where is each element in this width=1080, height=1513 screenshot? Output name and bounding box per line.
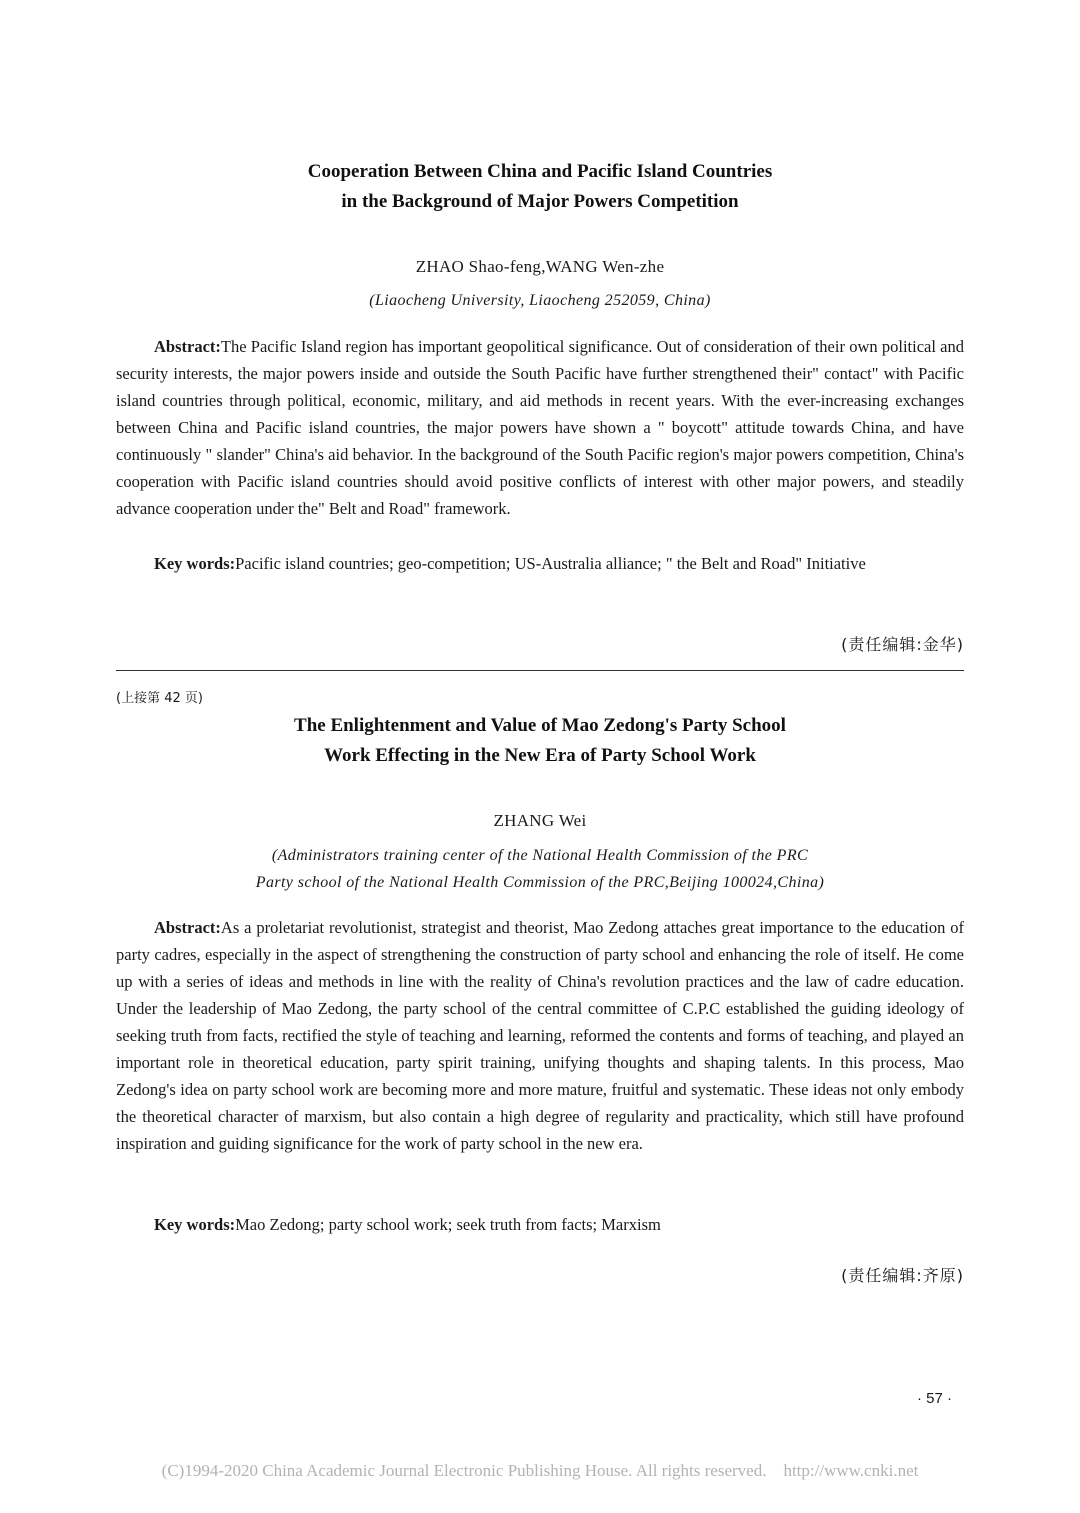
article1-authors: ZHAO Shao-feng,WANG Wen-zhe bbox=[415, 257, 665, 276]
article2-title bbox=[0, 711, 1080, 771]
continued-from-note: (上接第 42 页) bbox=[116, 691, 203, 706]
article1-keywords bbox=[116, 550, 964, 577]
article1-abstract-text: The Pacific Island region has important geopolitical significance. Out of consideration of their own political and security interests, the major powers inside and outside the South Pacific have further strengthened their" contact" with Pacific island countries through political, economic, military, and aid methods in recent years. With the ever-increasing exchanges between China and Pacific island countries, the major powers have shown a " boycott" attitude towards China, and have continuously " slander" China's aid behavior. In the background of the South Pacific region's major powers competition, China's cooperation with Pacific island countries should avoid positive conflicts of interest with other major powers, and steadily advance cooperation under the" Belt and Road" framework. bbox=[116, 337, 964, 518]
article1-affiliation: (Liaocheng University, Liaocheng 252059, China) bbox=[369, 292, 711, 309]
page-number: · 57 · bbox=[916, 1390, 952, 1407]
article1-title-line1: Cooperation Between China and Pacific Island Countries bbox=[307, 161, 773, 182]
article2-keywords-label: Key words: bbox=[154, 1215, 236, 1234]
article2-keywords-text: Mao Zedong; party school work; seek truth from facts; Marxism bbox=[235, 1215, 661, 1234]
article2-abstract-text: As a proletariat revolutionist, strategist and theorist, Mao Zedong attaches great importance to the education of party cadres, especially in the aspect of strengthening the construction of party school and enhancing the role of itself. He come up with a series of ideas and methods in line with the reality of China's revolution practices and the law of cadre education. Under the leadership of Mao Zedong, the party school of the central committee of C.P.C established the guiding ideology of seeking truth from facts, rectified the style of teaching and learning, reformed the contents and forms of teaching, and played an important role in theoretical education, party spirit training, unifying thoughts and shaping talents. In this process, Mao Zedong's idea on party school work are becoming more and more mature, fruitful and systematic. These ideas not only embody the theoretical character of marxism, but also contain a high degree of regularity and practicality, which still have profound inspiration and guiding significance for the work of party school in the new era. bbox=[116, 918, 964, 1153]
article1-abstract-label: Abstract: bbox=[154, 337, 221, 356]
article1-keywords-label: Key words: bbox=[154, 554, 236, 573]
article2-keywords bbox=[116, 1211, 964, 1238]
article2-editor: (责任编辑:齐原) bbox=[841, 1266, 964, 1285]
article1-editor: (责任编辑:金华) bbox=[841, 635, 964, 654]
article2-authors: ZHANG Wei bbox=[493, 811, 587, 830]
article2-title-line2: Work Effecting in the New Era of Party School Work bbox=[324, 745, 756, 766]
article2-affiliation-line1: (Administrators training center of the National Health Commission of the PRC bbox=[271, 847, 809, 864]
article2-affiliation bbox=[0, 842, 1080, 896]
article2-abstract bbox=[116, 914, 964, 1157]
article1-title bbox=[0, 157, 1080, 217]
article2-affiliation-line2: Party school of the National Health Commission of the PRC,Beijing 100024,China) bbox=[255, 874, 825, 891]
article2-title-line1: The Enlightenment and Value of Mao Zedong's Party School bbox=[294, 715, 786, 736]
article1-title-line2: in the Background of Major Powers Competition bbox=[341, 191, 739, 212]
article1-abstract bbox=[116, 333, 964, 522]
article1-keywords-text: Pacific island countries; geo-competition; US-Australia alliance; " the Belt and Road" Initiative bbox=[235, 554, 866, 573]
copyright-footer: (C)1994-2020 China Academic Journal Electronic Publishing House. All rights reserved. http://www.cnki.net bbox=[161, 1461, 919, 1480]
section-divider bbox=[116, 670, 964, 671]
article2-abstract-label: Abstract: bbox=[154, 918, 221, 937]
